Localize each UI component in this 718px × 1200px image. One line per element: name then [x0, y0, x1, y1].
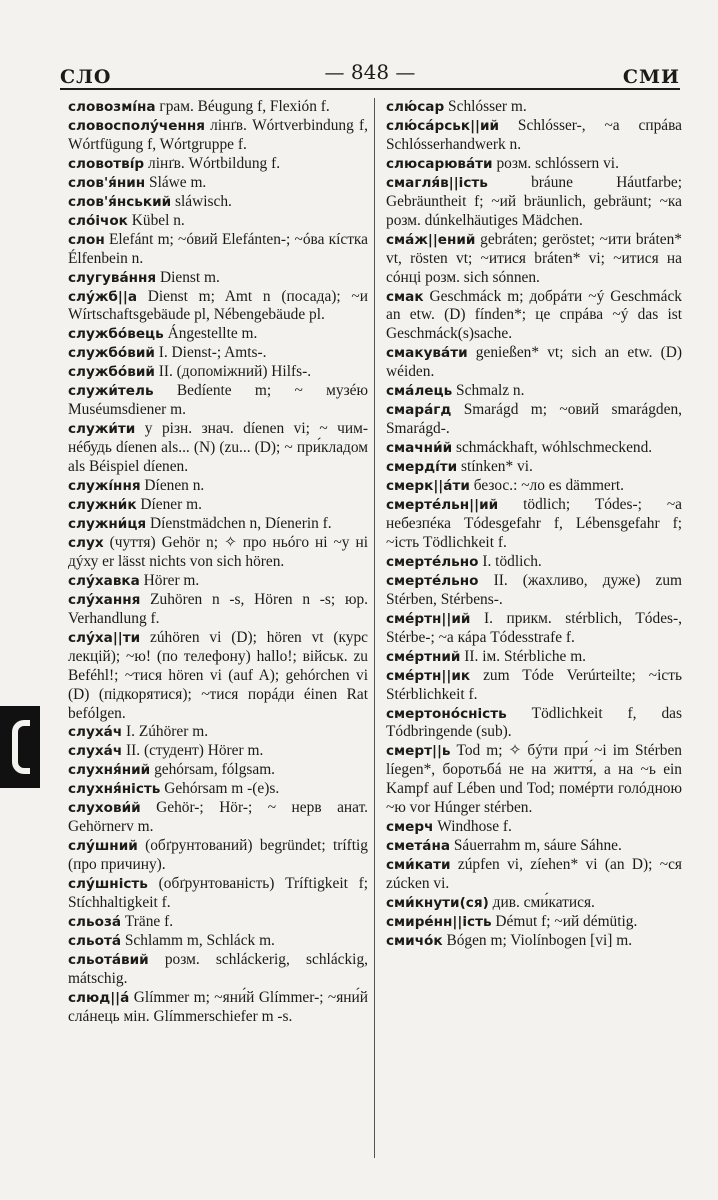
entry-headword: словозмíна	[68, 99, 156, 115]
entry-definition: Díenen n.	[140, 477, 205, 495]
running-head-left: СЛО	[60, 66, 112, 88]
dictionary-entry	[386, 155, 682, 174]
entry-headword: смачни́й	[386, 440, 453, 457]
entry-headword: смерт||ь	[386, 743, 451, 760]
entry-definition: розм. schlóssern vi.	[492, 154, 619, 172]
entry-headword: слю́са́рськ||ий	[386, 117, 500, 134]
dictionary-entry	[386, 913, 682, 932]
entry-definition: Dienst m; Amt n (посада); ~и Wírtschaftsgebäude pl, Nébengebäude pl.	[68, 287, 368, 324]
entry-definition: II. (студент) Hörer m.	[122, 742, 264, 760]
entry-definition: Tödlichkeit f, das Tódbringende (sub).	[386, 704, 682, 741]
entry-definition: Schlamm m, Schláck m.	[121, 931, 275, 949]
dictionary-entry	[386, 458, 682, 477]
entry-definition: Kübel n.	[127, 211, 185, 229]
entry-headword: слу́ха||ти	[68, 629, 141, 646]
entry-definition: I. Zúhörer m.	[122, 723, 209, 741]
entry-headword: слухня́ність	[68, 781, 161, 798]
entry-headword: смирéнн||ість	[386, 913, 492, 930]
dictionary-entry	[386, 344, 682, 382]
entry-headword: слю́сар	[386, 99, 445, 115]
entry-headword: слу́шний	[68, 838, 138, 855]
dictionary-entry	[386, 174, 682, 231]
dictionary-entry	[386, 231, 682, 288]
entry-headword: смета́на	[386, 838, 451, 855]
entry-headword: сма́лець	[386, 383, 453, 400]
dictionary-entry	[386, 932, 682, 951]
dictionary-entry	[68, 780, 368, 799]
entry-headword: смичóк	[386, 932, 443, 949]
dictionary-entry	[68, 231, 368, 269]
dictionary-entry	[68, 515, 368, 534]
entry-definition: Ángestellte m.	[163, 325, 258, 343]
dictionary-entry	[386, 648, 682, 667]
entry-definition: Sláwe m.	[145, 173, 207, 191]
entry-definition: Bógen m; Violínbogen [vi] m.	[442, 931, 633, 949]
entry-headword: сльоза́	[68, 913, 122, 930]
entry-headword: слу́хання	[68, 591, 141, 608]
entry-definition: Sáuerrahm m, sáure Sáhne.	[450, 837, 622, 855]
entry-definition: Schmalz n.	[452, 382, 525, 400]
entry-definition: див. сми́катися.	[488, 894, 595, 912]
entry-headword: слуха́ч	[68, 743, 123, 760]
entry-headword: сльота́вий	[68, 951, 149, 968]
dictionary-entry	[68, 269, 368, 288]
dictionary-entry	[68, 155, 368, 174]
entry-definition: sláwisch.	[171, 192, 232, 210]
dictionary-entry	[386, 856, 682, 894]
dictionary-entry	[386, 553, 682, 572]
running-head-right: СМИ	[622, 66, 680, 88]
dictionary-entry	[68, 98, 368, 117]
page-number: — 848 —	[324, 60, 416, 84]
dictionary-entry	[386, 894, 682, 913]
entry-definition: Träne f.	[121, 912, 174, 930]
dictionary-entry	[386, 439, 682, 458]
entry-headword: слух	[68, 534, 104, 551]
entry-definition: Gehör-; Hör-; ~ нерв анат. Gehörnerv m.	[68, 799, 368, 836]
entry-definition: Windhose f.	[433, 818, 512, 836]
entry-headword: смак	[386, 288, 424, 305]
entry-definition: Glímmer m; ~яни́й Glímmer-; ~яни́й слáнець мін. Glímmerschiefer m -s.	[68, 988, 368, 1025]
entry-definition: I. Dienst-; Amts-.	[154, 344, 267, 362]
dictionary-entry	[386, 98, 682, 117]
entry-headword: смерк||áти	[386, 478, 470, 495]
entry-headword: сма́ж||ений	[386, 231, 476, 248]
entry-definition: Démut f; ~ий démütig.	[491, 912, 638, 930]
dictionary-entry	[386, 837, 682, 856]
dictionary-entry	[386, 818, 682, 837]
entry-definition: Bedíente m; ~ музéю Muséumsdiener m.	[68, 382, 368, 419]
entry-headword: слов'я́нин	[68, 174, 146, 191]
entry-headword: словосполу́чення	[68, 117, 205, 134]
dictionary-entry	[68, 989, 368, 1027]
dictionary-entry	[68, 288, 368, 326]
dictionary-entry	[386, 496, 682, 553]
entry-definition: II. ім. Stérbliche m.	[460, 647, 587, 665]
dictionary-entry	[68, 837, 368, 875]
entry-headword: слуха́ч	[68, 724, 123, 741]
dictionary-entry	[68, 174, 368, 193]
entry-definition: I. прикм. stérblich, Tódes-, Stérbe-; ~а кáра Tódesstrafe f.	[386, 609, 682, 646]
left-column	[68, 98, 368, 1027]
entry-headword: службóвець	[68, 326, 164, 343]
entry-headword: сми́кати	[386, 857, 451, 874]
entry-definition: лінґв. Wórtverbindung f, Wórtfügung f, Wórtgruppe f.	[68, 116, 368, 153]
entry-headword: смерте́льн||ий	[386, 497, 499, 514]
entry-definition: Elefánt m; ~óвий Elefánten-; ~óва кíстка Élfenbein n.	[68, 230, 368, 267]
entry-headword: смертонóсність	[386, 705, 507, 722]
entry-headword: смара́гд	[386, 402, 452, 419]
entry-headword: службóвий	[68, 364, 155, 381]
entry-headword: служíння	[68, 478, 141, 495]
entry-headword: смерте́льно	[386, 553, 479, 570]
entry-headword: смердíти	[386, 459, 458, 476]
entry-definition: II. (жахливо, дуже) zum Stérben, Stérbens-.	[386, 571, 682, 608]
entry-headword: слóічок	[68, 212, 128, 229]
entry-definition: gebráten; geröstet; ~ити bráten* vt, rösten vt; ~итися bráten* vi; ~итися на сóнці розм. sich sónnen.	[386, 230, 682, 286]
entry-headword: словотвíр	[68, 155, 145, 172]
entry-definition: Hörer m.	[139, 571, 200, 589]
dictionary-entry	[386, 572, 682, 610]
entry-definition: zúhören vi (D); hören vt (курс лекцій); ~ю! (по телефону) hallo!; військ. zu Beféhl!; ~тися hören vi (auf A); gehórchen vi (D) (підкорятися); ~тися порáди éinen Rat befólgen.	[68, 628, 368, 722]
entry-headword: слон	[68, 231, 105, 248]
dictionary-entry	[68, 875, 368, 913]
entry-definition: (чуття) Gehör n; ✧ про ньóго нi ~у нi дýху er lässt nichts von sich hören.	[68, 533, 368, 570]
entry-definition: Díener m.	[136, 496, 202, 514]
dictionary-entry	[68, 212, 368, 231]
entry-headword: сме́ртн||ик	[386, 667, 471, 684]
entry-headword: сме́ртний	[386, 648, 461, 665]
entry-definition: Smarágd m; ~овий smarágden, Smarágd-.	[386, 401, 682, 438]
entry-definition: Tod m; ✧ бýти при́ ~і im Stérben líegen*, боротьбá не на життя́, а на ~ь ein Kampf auf Lében und Tod; помéрти голóдною ~ю vor Húnger stérben.	[386, 742, 682, 817]
thumb-index-tab	[0, 706, 40, 788]
dictionary-entry	[68, 117, 368, 155]
dictionary-entry	[386, 288, 682, 345]
dictionary-entry	[386, 705, 682, 743]
entry-headword: слов'я́нський	[68, 193, 172, 210]
entry-headword: смерте́льно	[386, 572, 479, 589]
dictionary-entry	[68, 761, 368, 780]
entry-definition: Schlósser-, ~а спрáва Schlósserhandwerk n.	[386, 116, 682, 153]
entry-headword: слухня́ний	[68, 762, 151, 779]
entry-definition: bráune Háutfarbe; Gebräuntheit f; ~ий bräunlich, gebräunt; ~ка розм. dúnkelhäutiges Mädchen.	[386, 173, 682, 229]
entry-headword: сми́кнути(ся)	[386, 895, 489, 912]
dictionary-entry	[68, 325, 368, 344]
entry-headword: слухови́й	[68, 800, 141, 817]
dictionary-entry	[68, 193, 368, 212]
entry-headword: слюсарюва́ти	[386, 155, 493, 172]
entry-definition: Gehórsam m -(e)s.	[160, 780, 280, 798]
right-column	[386, 98, 682, 951]
dictionary-entry	[386, 667, 682, 705]
dictionary-entry	[386, 117, 682, 155]
dictionary-entry	[68, 534, 368, 572]
entry-headword: слугува́ння	[68, 269, 157, 286]
entry-definition: zúpfen vi, zíehen* vi (an D); ~ся zúcken vi.	[386, 856, 682, 893]
dictionary-entry	[68, 799, 368, 837]
entry-definition: Schlósser m.	[444, 98, 527, 115]
header-rule	[60, 88, 680, 90]
entry-definition: stínken* vi.	[457, 458, 533, 476]
dictionary-entry	[68, 572, 368, 591]
dictionary-entry	[386, 742, 682, 818]
entry-definition: I. tödlich.	[478, 552, 542, 570]
entry-definition: Dienst m.	[156, 268, 220, 286]
entry-definition: zum Tóde Verúrteilte; ~ість Stérblichkeit f.	[386, 666, 682, 703]
dictionary-entry	[68, 913, 368, 932]
dictionary-entry	[68, 363, 368, 382]
entry-headword: смерч	[386, 819, 434, 836]
dictionary-entry	[68, 932, 368, 951]
entry-headword: служи́тель	[68, 383, 154, 400]
entry-definition: tödlich; Tódes-; ~а небезпéка Tódesgefahr f, Lébensgefahr f; ~ість Tödlichkeit f.	[386, 496, 682, 551]
entry-definition: schmáckhaft, wóhlschmeckend.	[452, 439, 653, 457]
thumb-index-letter-shape	[12, 720, 30, 774]
entry-definition: розм. schláckerig, schláckig, mátschig.	[68, 950, 368, 987]
entry-headword: слюд||á	[68, 989, 130, 1006]
entry-headword: смакува́ти	[386, 345, 468, 362]
entry-definition: безос.: ~ло es dämmert.	[469, 477, 624, 495]
entry-headword: службóвий	[68, 345, 155, 362]
entry-headword: сльота́	[68, 932, 122, 949]
entry-definition: Zuhören n -s, Hören n -s; юр. Verhandlung f.	[68, 590, 368, 627]
entry-definition: у різн. знач. díenen vi; ~ чим-нéбудь díenen als... (N) (zu... (D); ~ при́кладом als Béispiel díenen.	[68, 420, 368, 476]
entry-definition: грам. Béugung f, Flexión f.	[155, 98, 330, 115]
dictionary-entry	[68, 344, 368, 363]
entry-definition: genießen* vt; sich an etw. (D) wéiden.	[386, 344, 682, 381]
entry-definition: (обґрунтований) begründet; tríftig (про причину).	[68, 837, 368, 874]
entry-headword: слу́шність	[68, 876, 148, 893]
entry-definition: Díenstmädchen n, Díenerin f.	[146, 514, 332, 532]
entry-headword: сме́ртн||ий	[386, 610, 471, 627]
dictionary-entry	[68, 477, 368, 496]
entry-definition: II. (допоміжний) Hilfs-.	[154, 363, 312, 381]
dictionary-entry	[386, 610, 682, 648]
entry-headword: слу́жб||а	[68, 288, 137, 305]
entry-headword: слу́хавка	[68, 572, 140, 589]
dictionary-entry	[68, 951, 368, 989]
entry-headword: служни́к	[68, 497, 137, 514]
dictionary-entry	[68, 629, 368, 724]
dictionary-entry	[68, 420, 368, 477]
dictionary-entry	[68, 591, 368, 629]
column-divider	[374, 98, 375, 1158]
dictionary-entry	[68, 723, 368, 742]
entry-headword: смагля́в||ість	[386, 174, 488, 191]
dictionary-entry	[386, 382, 682, 401]
entry-definition: gehórsam, fólgsam.	[150, 761, 276, 779]
dictionary-entry	[68, 382, 368, 420]
entry-definition: Geschmáck m; добрáти ~ý Geschmáck an etw. (D) fínden*; це спрáва ~ý das ist Geschmáck(s)sache.	[386, 287, 682, 343]
entry-definition: лінґв. Wórtbildung f.	[144, 154, 281, 172]
dictionary-entry	[68, 742, 368, 761]
dictionary-entry	[386, 401, 682, 439]
dictionary-entry	[68, 496, 368, 515]
dictionary-entry	[386, 477, 682, 496]
entry-definition: (обґрунтованість) Tríftigkeit f; Stíchhaltigkeit f.	[68, 875, 368, 912]
entry-headword: служни́ця	[68, 515, 147, 532]
entry-headword: служи́ти	[68, 421, 136, 438]
